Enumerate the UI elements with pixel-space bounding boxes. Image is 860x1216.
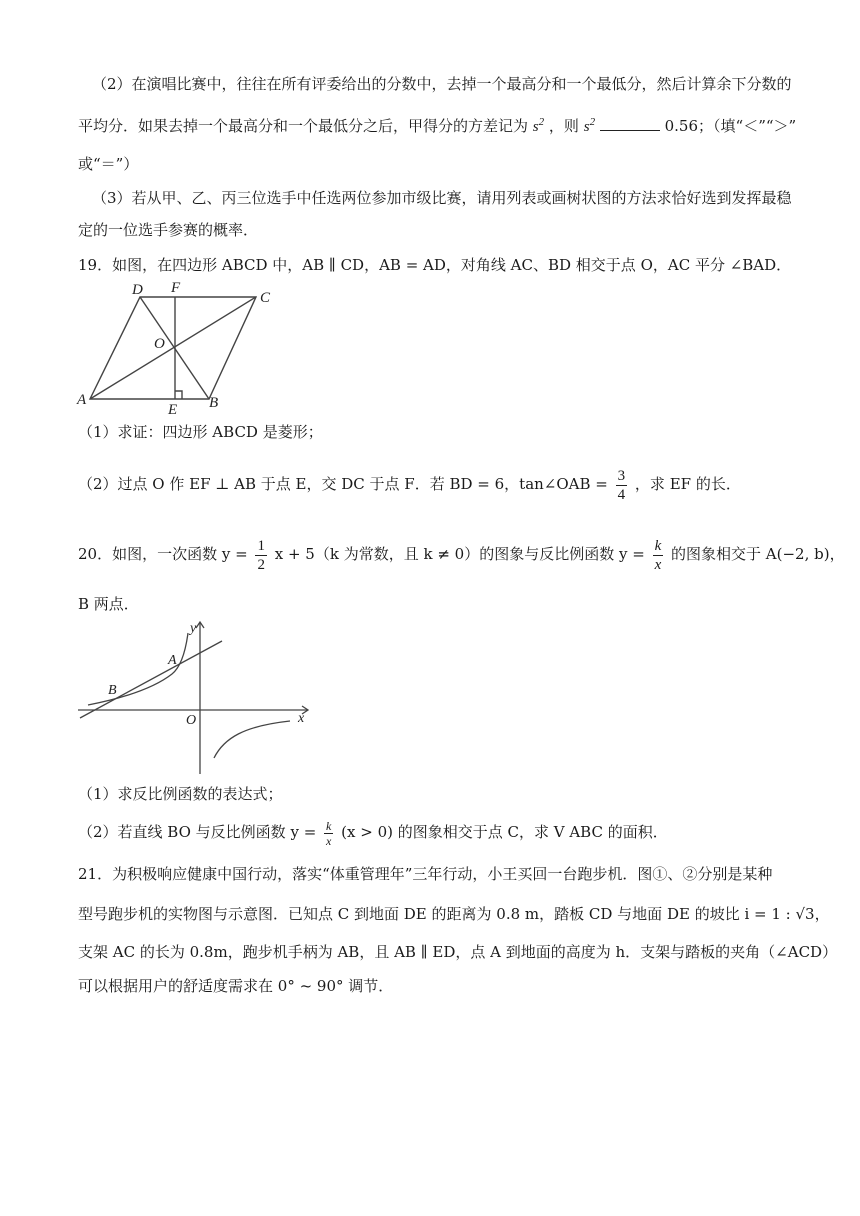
fraction-den: 2: [257, 556, 265, 573]
fraction-num: k: [654, 537, 662, 554]
hyperbola-branch-left: [88, 633, 188, 705]
label-A: A: [77, 392, 87, 408]
fraction-half: [255, 537, 267, 574]
variance-symbol-2: $s^2$: [583, 116, 596, 135]
q21-line1: 21．为积极响应健康中国行动，落实“体重管理年”三年行动，小王买回一台跑步机．图①、②分别是某种: [78, 865, 773, 883]
label-E: E: [168, 402, 178, 416]
label-point-A: A: [168, 653, 177, 668]
fraction-k-over-x: [653, 537, 664, 574]
label-C: C: [260, 290, 271, 306]
q20-part2-text-b: (x > 0) 的图象相交于点 C，求 V ABC 的面积．: [341, 823, 668, 841]
q20-part1: （1）求反比例函数的表达式；: [78, 785, 283, 803]
fraction-den: x: [654, 556, 662, 573]
q18-part2-line1: （2）在演唱比赛中，往往在所有评委给出的分数中，去掉一个最高分和一个最低分，然后计算余下分数的: [92, 75, 792, 93]
q20-stem-line1: [78, 536, 845, 574]
q20-text-a: 20．如图，一次函数 y =: [78, 545, 248, 563]
q18-part3-line2: 定的一位选手参赛的概率．: [78, 221, 259, 239]
fraction-num: k: [326, 818, 332, 833]
label-y: y: [190, 621, 197, 636]
q19-stem: 19．如图，在四边形 ABCD 中，AB ∥ CD，AB = AD，对角线 AC、BD 相交于点 O，AC 平分 ∠BAD．: [78, 256, 792, 274]
q18-part3-line1: （3）若从甲、乙、丙三位选手中任选两位参加市级比赛，请用列表或画树状图的方法求恰好选到发挥最稳: [92, 189, 792, 207]
label-point-B: B: [108, 683, 117, 698]
fraction-num: 1: [257, 537, 265, 554]
fraction-den: 4: [617, 486, 626, 503]
fraction-num: 3: [617, 467, 626, 484]
q19-part2: [78, 466, 741, 504]
q20-part2: [78, 814, 668, 850]
q18-part2-text-b: ，则: [548, 117, 579, 135]
q18-part2-text-a: 平均分．如果去掉一个最高分和一个最低分之后，甲得分的方差记为: [78, 117, 529, 135]
q21-line3: 支架 AC 的长为 0.8m，跑步机手柄为 AB，且 AB ∥ ED，点 A 到地面的高度为 h．支架与踏板的夹角（∠ACD）: [78, 943, 838, 961]
q20-text-c: 的图象相交于 A(−2, b)，: [671, 545, 845, 563]
fraction-tan: [616, 467, 628, 504]
right-angle-mark: [175, 391, 182, 399]
label-B: B: [209, 395, 219, 411]
q20-part2-text-a: （2）若直线 BO 与反比例函数 y =: [78, 823, 317, 841]
q18-part2-text-c: 0.56；（填“＜”“＞”: [664, 117, 797, 135]
variance-symbol: $s^2$: [532, 116, 545, 135]
q19-part2-text-b: ，求 EF 的长．: [634, 475, 741, 493]
fraction-den: x: [326, 833, 332, 848]
label-O: O: [154, 336, 165, 352]
hyperbola-branch-right: [214, 721, 290, 758]
q21-line2: 型号跑步机的实物图与示意图．已知点 C 到地面 DE 的距离为 0.8 m，踏板 CD 与地面 DE 的坡比 i = 1 : √3，: [78, 905, 830, 923]
label-origin: O: [186, 713, 197, 728]
q19-part1: （1）求证：四边形 ABCD 是菱形；: [78, 423, 323, 441]
linear-function-line: [80, 641, 222, 718]
answer-blank[interactable]: [600, 116, 660, 131]
label-x: x: [298, 711, 305, 726]
q18-part2-line2: [78, 116, 796, 138]
q20-text-b: x + 5（k 为常数，且 k ≠ 0）的图象与反比例函数 y =: [274, 545, 645, 563]
q18-part2-line3: 或“＝”）: [78, 155, 139, 173]
q21-line4: 可以根据用户的舒适度需求在 0° ~ 90° 调节．: [78, 977, 394, 995]
label-F: F: [171, 280, 181, 296]
label-D: D: [132, 282, 143, 298]
q19-rhombus-figure: [74, 278, 284, 416]
q20-stem-line2: B 两点．: [78, 595, 139, 613]
q20-function-graph: [74, 618, 314, 778]
q19-part2-text-a: （2）过点 O 作 EF ⊥ AB 于点 E，交 DC 于点 F．若 BD = 6，tan∠OAB =: [78, 475, 608, 493]
fraction-k-over-x-small: [324, 819, 333, 848]
